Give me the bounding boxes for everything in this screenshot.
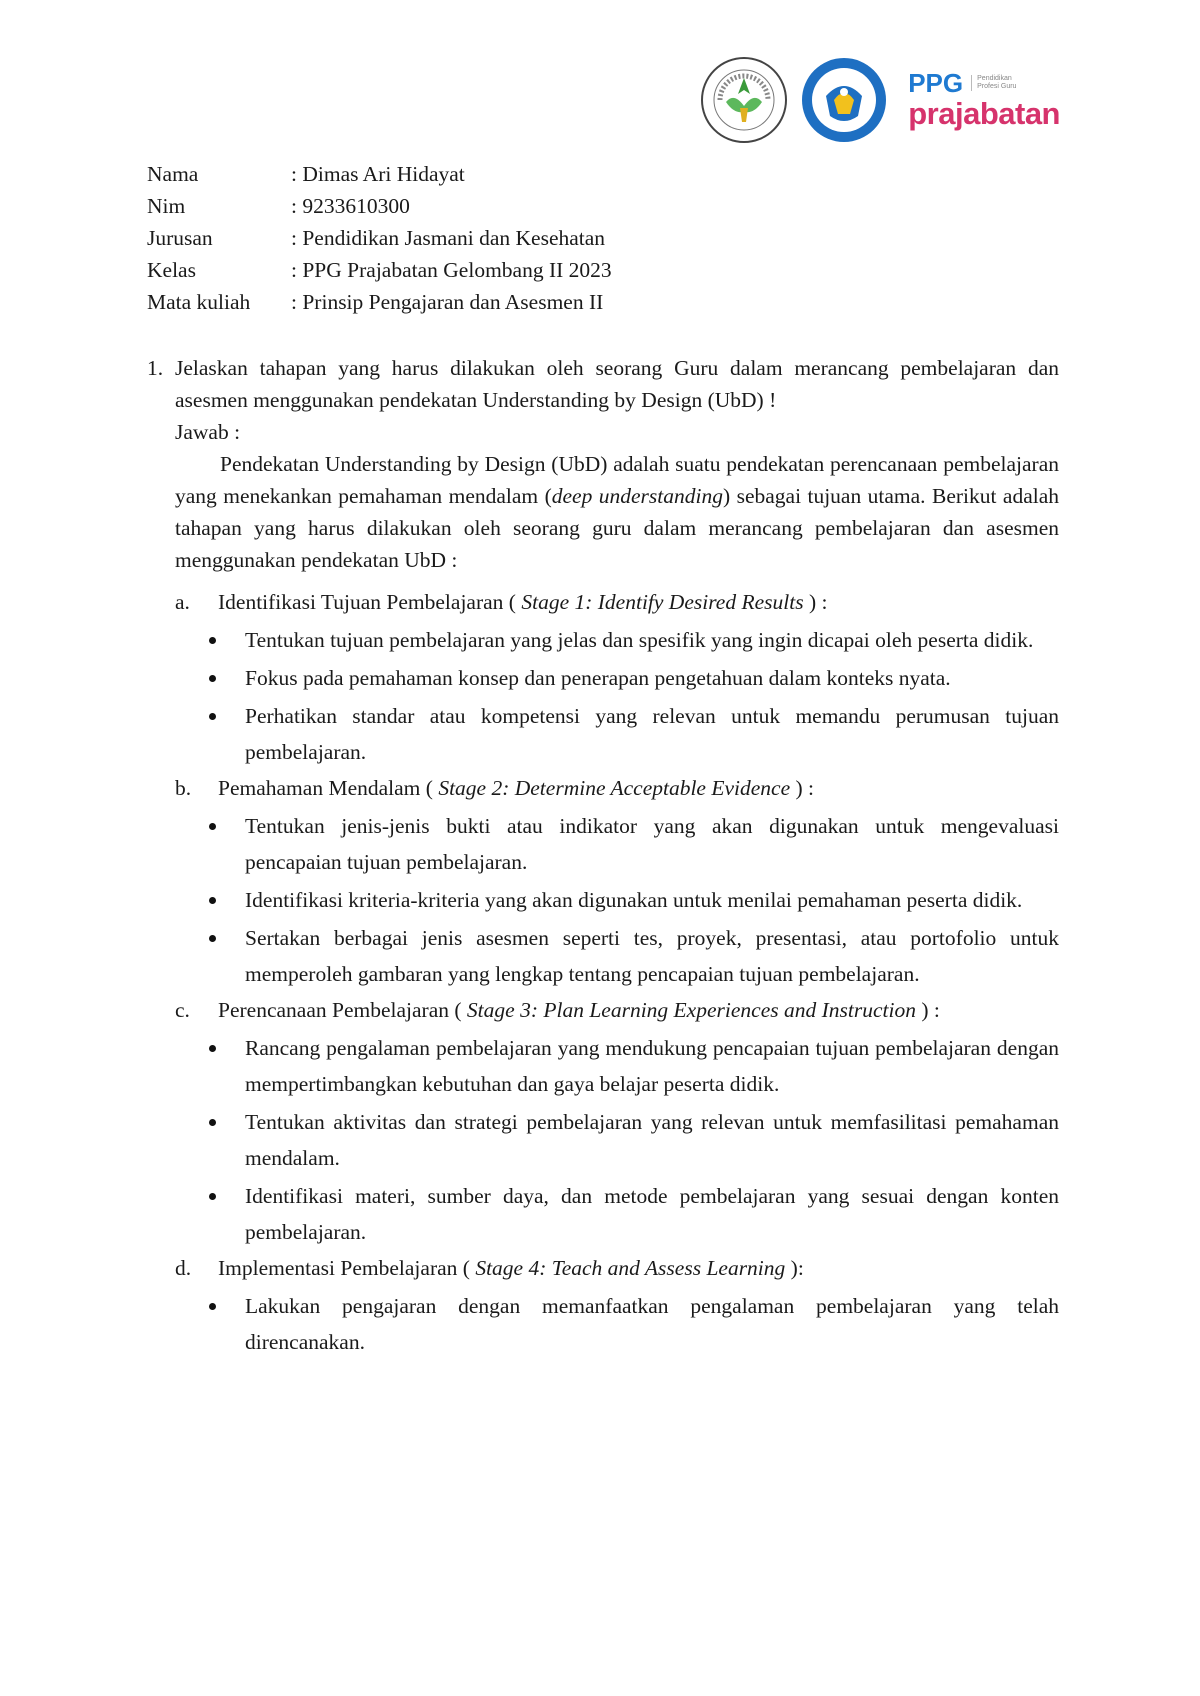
prajabatan-word: prajabatan [908, 96, 1060, 131]
question-1 [147, 352, 1059, 1362]
list-item: Sertakan berbagai jenis asesmen seperti tes, proyek, presentasi, atau portofolio untuk memperoleh gambaran yang lengkap tentang pencapaian tujuan pembelajaran. [245, 920, 1059, 992]
bullet-icon [209, 823, 216, 830]
identity-row-kelas [147, 254, 612, 286]
list-item: Lakukan pengajaran dengan memanfaatkan pengalaman pembelajaran yang telah direncanakan. [245, 1288, 1059, 1360]
identity-row-mata-kuliah [147, 286, 612, 318]
header-logos [700, 56, 1060, 144]
bullet-icon [209, 897, 216, 904]
section-d [175, 1252, 1059, 1362]
section-title: Identifikasi Tujuan Pembelajaran ( Stage 1: Identify Desired Results ) : [218, 590, 828, 614]
list-item: Fokus pada pemahaman konsep dan penerapan pengetahuan dalam konteks nyata. [245, 660, 1059, 696]
bullet-icon [209, 637, 216, 644]
ppg-word: PPG [908, 68, 964, 98]
identity-label: Mata kuliah [147, 290, 251, 314]
section-title: Implementasi Pembelajaran ( Stage 4: Teach and Assess Learning ): [218, 1256, 804, 1280]
bullet-list [175, 1288, 1059, 1360]
identity-label: Nim [147, 194, 186, 218]
section-letter: c. [175, 998, 190, 1022]
unimed-logo [700, 56, 788, 144]
answer-label: Jawab : [175, 420, 241, 444]
section-letter: d. [175, 1256, 192, 1280]
question-number: 1. [147, 356, 164, 380]
question-text: Jelaskan tahapan yang harus dilakukan oleh seorang Guru dalam merancang pembelajaran dan asesmen menggunakan pendekatan Understanding by Design (UbD) ! [175, 356, 1059, 412]
bullet-icon [209, 1303, 216, 1310]
list-item: Identifikasi materi, sumber daya, dan metode pembelajaran yang sesuai dengan konten pembelajaran. [245, 1178, 1059, 1250]
bullet-icon [209, 713, 216, 720]
section-title: Perencanaan Pembelajaran ( Stage 3: Plan Learning Experiences and Instruction ) : [218, 998, 940, 1022]
bullet-icon [209, 1119, 216, 1126]
identity-row-jurusan [147, 222, 612, 254]
identity-label: Kelas [147, 258, 196, 282]
identity-row-nama [147, 158, 612, 190]
section-letter: a. [175, 590, 190, 614]
identity-value: : Dimas Ari Hidayat [291, 162, 465, 186]
bullet-list [175, 622, 1059, 770]
bullet-icon [209, 1193, 216, 1200]
bullet-list [175, 808, 1059, 992]
identity-value: : Prinsip Pengajaran dan Asesmen II [291, 290, 604, 314]
deep-understanding-term: deep understanding [551, 484, 723, 508]
section-a [175, 586, 1059, 772]
list-item: Tentukan aktivitas dan strategi pembelajaran yang relevan untuk memfasilitasi pemahaman mendalam. [245, 1104, 1059, 1176]
bullet-icon [209, 935, 216, 942]
identity-value: : PPG Prajabatan Gelombang II 2023 [291, 258, 612, 282]
bullet-icon [209, 675, 216, 682]
bullet-list [175, 1030, 1059, 1250]
section-c [175, 994, 1059, 1252]
identity-value: : Pendidikan Jasmani dan Kesehatan [291, 226, 606, 250]
identity-value: : 9233610300 [291, 194, 410, 218]
bullet-icon [209, 1045, 216, 1052]
list-item: Tentukan tujuan pembelajaran yang jelas dan spesifik yang ingin dicapai oleh peserta didik. [245, 622, 1059, 658]
document-body [147, 352, 1059, 1362]
list-item: Rancang pengalaman pembelajaran yang mendukung pencapaian tujuan pembelajaran dengan mempertimbangkan kebutuhan dan gaya belajar peserta didik. [245, 1030, 1059, 1102]
identity-table [147, 158, 612, 318]
identity-label: Jurusan [147, 226, 213, 250]
ppg-prajabatan-logo [908, 69, 1060, 131]
section-b [175, 772, 1059, 994]
identity-label: Nama [147, 162, 199, 186]
section-title: Pemahaman Mendalam ( Stage 2: Determine Acceptable Evidence ) : [218, 776, 815, 800]
list-item: Identifikasi kriteria-kriteria yang akan digunakan untuk menilai pemahaman peserta didik. [245, 882, 1059, 918]
answer-intro: Pendekatan Understanding by Design (UbD) adalah suatu pendekatan perencanaan pembelajaran yang menekankan pemahaman mendalam (deep understanding) sebagai tujuan utama. Berikut adalah tahapan yang harus dilakukan oleh seorang guru dalam merancang pembelajaran dan asesmen menggunakan pendekatan UbD : [175, 452, 1059, 572]
ppg-subtitle: Pendidikan Profesi Guru [971, 75, 1017, 91]
section-letter: b. [175, 776, 192, 800]
list-item: Perhatikan standar atau kompetensi yang relevan untuk memandu perumusan tujuan pembelajaran. [245, 698, 1059, 770]
tut-wuri-handayani-logo [800, 56, 888, 144]
list-item: Tentukan jenis-jenis bukti atau indikator yang akan digunakan untuk mengevaluasi pencapaian tujuan pembelajaran. [245, 808, 1059, 880]
identity-row-nim [147, 190, 612, 222]
